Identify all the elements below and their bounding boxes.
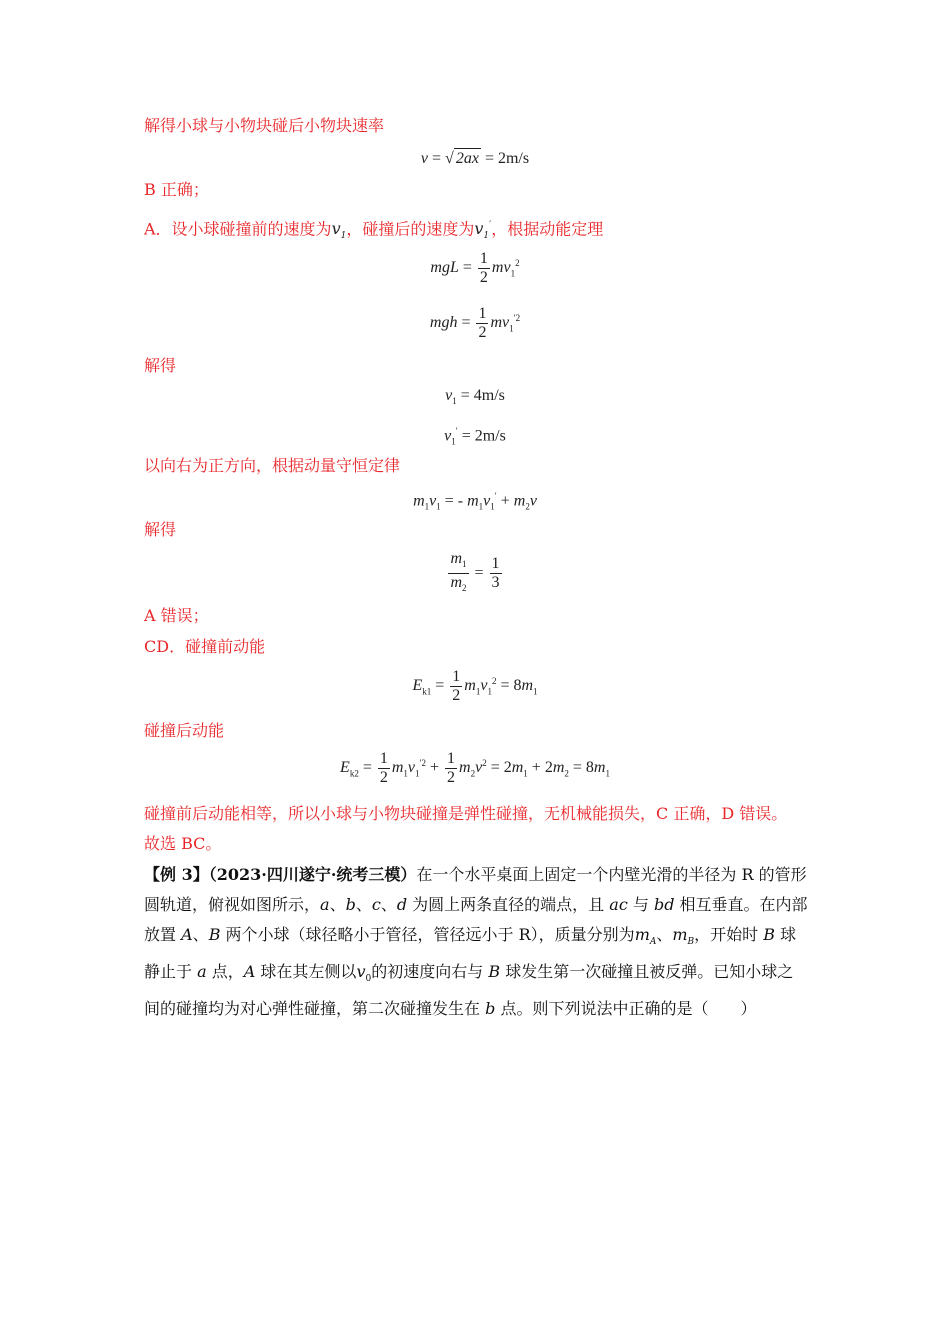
text-line: CD．碰撞前动能 <box>144 637 266 656</box>
text-line: 解得 <box>144 356 177 375</box>
example-3-question: 【例 3】（2023·四川遂宁·统考三模）在一个水平桌面上固定一个内壁光滑的半径为 R 的管形圆轨道，俯视如图所示，a、b、c、d 为圆上两条直径的端点，且 ac 与 bd 相互垂直。在内部放置 A、B 两个小球（球径略小于管径，管径远小于 R），质量分别为$m_A$、$m_B$，开始时 B 球静止于 a 点，A 球在其左侧以$v_0$的初速度向右与 B 球发生第一次碰撞且被反弹。已知小球之间的碰撞均为对心弹性碰撞，第二次碰撞发生在 b 点。则下列说法中正确的是（ ） <box>144 865 808 1019</box>
equation-v1-prime: $v_1' = 2m/s$ <box>444 426 506 447</box>
text-line: 解得小球与小物块碰后小物块速率 <box>144 116 385 135</box>
example-tag: 【例 3】 <box>144 865 209 884</box>
text-line: A 错误； <box>144 606 209 625</box>
equation-v1: $v_1 = 4m/s$ <box>445 387 505 407</box>
text-line: 碰撞前后动能相等，所以小球与小物块碰撞是弹性碰撞，无机械能损失，C 正确，D 错误。 <box>144 804 788 823</box>
equation-ek2: $E_{k2}$ = $\frac{1}{2}$ $m_1v_1^{'2}$ + $\frac{1}{2}$ $m_2v^2 = 2m_1 + 2m_2 = 8m_1$ <box>340 750 610 786</box>
equation-energy-2: mgh = $\frac{1}{2}$ $mv_1^{'2}$ <box>429 305 521 341</box>
text-line: 以向右为正方向，根据动量守恒定律 <box>144 456 401 475</box>
equation-ek1: $E_{k1}$ = $\frac{1}{2}$ $m_1v_1^2 = 8m_1$ <box>412 668 538 704</box>
equation-mass-ratio: $\frac{m_1}{m_2}$ = $\frac{1}{3}$ <box>450 550 500 594</box>
text-line: B 正确； <box>144 180 209 199</box>
text-line: 故选 BC。 <box>144 834 222 853</box>
text-line: 碰撞后动能 <box>144 721 225 740</box>
equation-speed: v = √ 2ax = 2m/s <box>420 150 530 167</box>
equation-energy-1: mgL = $\frac{1}{2}$ $mv_1^2$ <box>430 250 520 286</box>
text-line: A．设小球碰撞前的速度为$v_1$，碰撞后的速度为$v_1'$，根据动能定理 <box>144 219 604 242</box>
example-source: （2023·四川遂宁·统考三模） <box>208 865 417 884</box>
equation-momentum: $m_1v_1$ = - $m_1v_1' + m_2v$ <box>413 491 537 512</box>
text-line: 解得 <box>144 520 177 539</box>
